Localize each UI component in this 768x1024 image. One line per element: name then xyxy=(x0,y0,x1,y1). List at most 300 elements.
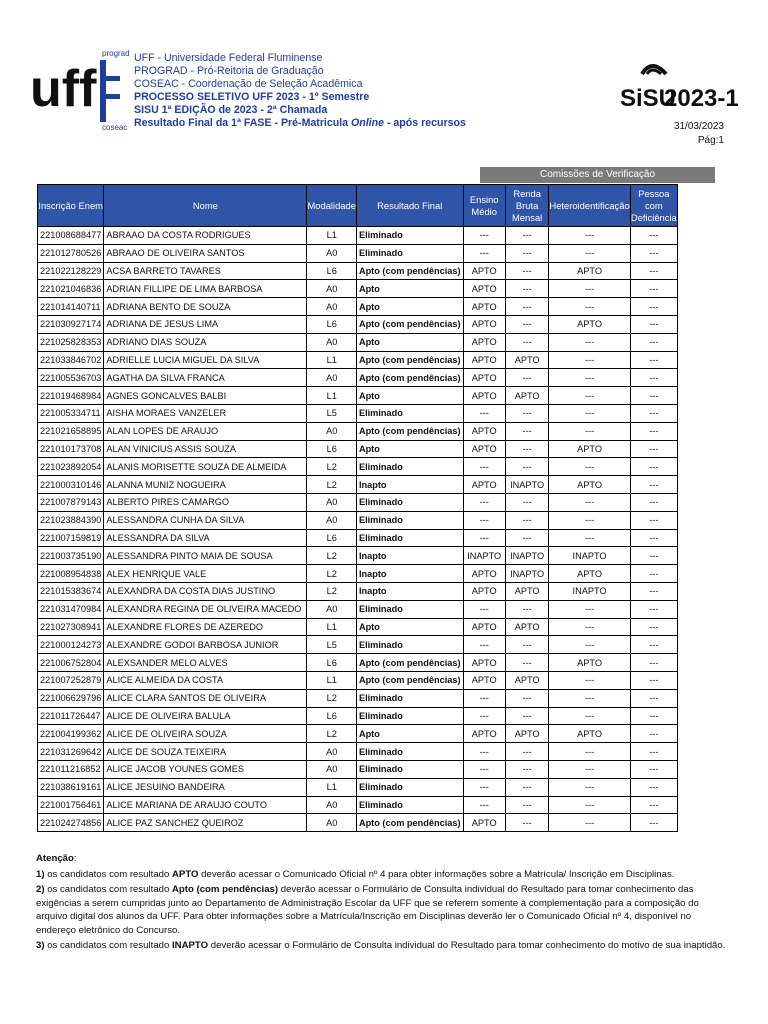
col-heteroidentificacao: Heteroidentificação xyxy=(549,185,630,227)
cell-inscricao: 221001756461 xyxy=(38,796,104,814)
cell-pcd: --- xyxy=(630,458,677,476)
cell-pcd: --- xyxy=(630,351,677,369)
cell-resultado: Inapto xyxy=(356,565,463,583)
table-row xyxy=(38,511,678,529)
note-3: 3) os candidatos com resultado INAPTO deverão acessar o Formulário de Consulta individual do Resultado para tomar conhecimento do motivo de sua inaptidão. xyxy=(36,940,726,951)
cell-heteroidentificacao: --- xyxy=(549,814,630,832)
sisu-logo xyxy=(620,52,739,118)
cell-resultado: Apto xyxy=(356,725,463,743)
cell-resultado: Apto (com pendências) xyxy=(356,262,463,280)
table-row xyxy=(38,280,678,298)
header-line-university: UFF - Universidade Federal Fluminense xyxy=(134,52,323,64)
cell-resultado: Apto (com pendências) xyxy=(356,671,463,689)
page-number: Pág:1 xyxy=(697,135,724,146)
col-inscricao: Inscrição Enem xyxy=(38,185,104,227)
cell-renda: --- xyxy=(505,315,549,333)
cell-heteroidentificacao: INAPTO xyxy=(549,582,630,600)
cell-resultado: Eliminado xyxy=(356,743,463,761)
cell-nome: ALICE DE OLIVEIRA BALULA xyxy=(104,707,307,725)
cell-resultado: Eliminado xyxy=(356,493,463,511)
cell-pcd: --- xyxy=(630,796,677,814)
cell-pcd: --- xyxy=(630,689,677,707)
cell-modalidade: A0 xyxy=(307,493,356,511)
cell-modalidade: A0 xyxy=(307,422,356,440)
cell-pcd: --- xyxy=(630,369,677,387)
cell-ensino-medio: APTO xyxy=(463,654,505,672)
cell-renda: --- xyxy=(505,689,549,707)
cell-resultado: Eliminado xyxy=(356,227,463,245)
col-ensino-medio: Ensino Médio xyxy=(463,185,505,227)
cell-renda: APTO xyxy=(505,671,549,689)
cell-nome: AGATHA DA SILVA FRANCA xyxy=(104,369,307,387)
cell-modalidade: L2 xyxy=(307,547,356,565)
cell-pcd: --- xyxy=(630,618,677,636)
cell-heteroidentificacao: --- xyxy=(549,707,630,725)
cell-renda: --- xyxy=(505,814,549,832)
cell-heteroidentificacao: --- xyxy=(549,298,630,316)
cell-nome: ALICE MARIANA DE ARAUJO COUTO xyxy=(104,796,307,814)
cell-ensino-medio: --- xyxy=(463,227,505,245)
cell-inscricao: 221008688477 xyxy=(38,227,104,245)
cell-modalidade: A0 xyxy=(307,743,356,761)
cell-renda: APTO xyxy=(505,351,549,369)
cell-renda: --- xyxy=(505,743,549,761)
cell-nome: ALEXANDRA DA COSTA DIAS JUSTINO xyxy=(104,582,307,600)
cell-pcd: --- xyxy=(630,387,677,405)
cell-pcd: --- xyxy=(630,333,677,351)
cell-heteroidentificacao: --- xyxy=(549,529,630,547)
cell-inscricao: 221000124273 xyxy=(38,636,104,654)
cell-nome: ALESSANDRA DA SILVA xyxy=(104,529,307,547)
cell-resultado: Eliminado xyxy=(356,636,463,654)
cell-nome: ACSA BARRETO TAVARES xyxy=(104,262,307,280)
cell-renda: --- xyxy=(505,404,549,422)
table-row xyxy=(38,422,678,440)
cell-resultado: Eliminado xyxy=(356,244,463,262)
cell-modalidade: L6 xyxy=(307,315,356,333)
cell-modalidade: L2 xyxy=(307,582,356,600)
cell-nome: ADRIELLE LUCIA MIGUEL DA SILVA xyxy=(104,351,307,369)
cell-inscricao: 221015383674 xyxy=(38,582,104,600)
table-row xyxy=(38,778,678,796)
cell-resultado: Eliminado xyxy=(356,600,463,618)
report-date: 31/03/2023 xyxy=(673,121,724,132)
table-row xyxy=(38,760,678,778)
col-modalidade: Modalidade xyxy=(307,185,356,227)
table-row xyxy=(38,315,678,333)
cell-modalidade: L1 xyxy=(307,227,356,245)
cell-renda: --- xyxy=(505,654,549,672)
table-body xyxy=(38,227,678,832)
cell-renda: --- xyxy=(505,333,549,351)
cell-renda: APTO xyxy=(505,582,549,600)
cell-inscricao: 221030927174 xyxy=(38,315,104,333)
cell-inscricao: 221031269642 xyxy=(38,743,104,761)
table-row xyxy=(38,476,678,494)
cell-nome: ALICE PAZ SANCHEZ QUEIROZ xyxy=(104,814,307,832)
cell-ensino-medio: --- xyxy=(463,600,505,618)
cell-pcd: --- xyxy=(630,315,677,333)
cell-heteroidentificacao: --- xyxy=(549,227,630,245)
cell-heteroidentificacao: APTO xyxy=(549,565,630,583)
cell-renda: --- xyxy=(505,778,549,796)
cell-nome: ALICE DE SOUZA TEIXEIRA xyxy=(104,743,307,761)
cell-inscricao: 221008954838 xyxy=(38,565,104,583)
cell-heteroidentificacao: --- xyxy=(549,636,630,654)
cell-heteroidentificacao: --- xyxy=(549,671,630,689)
cell-pcd: --- xyxy=(630,298,677,316)
cell-heteroidentificacao: INAPTO xyxy=(549,547,630,565)
cell-inscricao: 221006752804 xyxy=(38,654,104,672)
cell-modalidade: L1 xyxy=(307,618,356,636)
cell-heteroidentificacao: --- xyxy=(549,760,630,778)
cell-heteroidentificacao: --- xyxy=(549,458,630,476)
cell-pcd: --- xyxy=(630,511,677,529)
cell-nome: ALEX HENRIQUE VALE xyxy=(104,565,307,583)
cell-heteroidentificacao: --- xyxy=(549,244,630,262)
table-row xyxy=(38,369,678,387)
cell-ensino-medio: APTO xyxy=(463,333,505,351)
results-table xyxy=(37,184,678,832)
cell-heteroidentificacao: APTO xyxy=(549,262,630,280)
cell-pcd: --- xyxy=(630,422,677,440)
cell-resultado: Eliminado xyxy=(356,458,463,476)
cell-pcd: --- xyxy=(630,529,677,547)
cell-pcd: --- xyxy=(630,227,677,245)
cell-pcd: --- xyxy=(630,262,677,280)
table-row xyxy=(38,404,678,422)
cell-nome: ABRAAO DE OLIVEIRA SANTOS xyxy=(104,244,307,262)
sisu-year-text: 2023-1 xyxy=(664,85,739,112)
cell-renda: --- xyxy=(505,440,549,458)
cell-resultado: Eliminado xyxy=(356,796,463,814)
cell-pcd: --- xyxy=(630,760,677,778)
table-row xyxy=(38,725,678,743)
cell-renda: INAPTO xyxy=(505,565,549,583)
cell-heteroidentificacao: --- xyxy=(549,618,630,636)
cell-ensino-medio: APTO xyxy=(463,315,505,333)
cell-renda: --- xyxy=(505,280,549,298)
cell-inscricao: 221021658895 xyxy=(38,422,104,440)
cell-nome: ADRIANO DIAS SOUZA xyxy=(104,333,307,351)
cell-ensino-medio: APTO xyxy=(463,262,505,280)
header-line-result: Resultado Final da 1ª FASE - Pré-Matricula Online - após recursos xyxy=(134,117,466,129)
table-row xyxy=(38,298,678,316)
cell-inscricao: 221005334711 xyxy=(38,404,104,422)
cell-inscricao: 221011726447 xyxy=(38,707,104,725)
cell-resultado: Eliminado xyxy=(356,707,463,725)
cell-pcd: --- xyxy=(630,814,677,832)
cell-pcd: --- xyxy=(630,244,677,262)
cell-ensino-medio: INAPTO xyxy=(463,547,505,565)
header-line-sisu: SISU 1ª EDIÇÃO de 2023 - 2ª Chamada xyxy=(134,104,328,116)
cell-pcd: --- xyxy=(630,725,677,743)
table-row xyxy=(38,618,678,636)
cell-ensino-medio: --- xyxy=(463,778,505,796)
cell-inscricao: 221000310146 xyxy=(38,476,104,494)
cell-renda: --- xyxy=(505,422,549,440)
cell-modalidade: A0 xyxy=(307,511,356,529)
cell-modalidade: A0 xyxy=(307,760,356,778)
cell-ensino-medio: APTO xyxy=(463,582,505,600)
cell-resultado: Apto xyxy=(356,298,463,316)
cell-modalidade: L6 xyxy=(307,529,356,547)
cell-ensino-medio: --- xyxy=(463,244,505,262)
cell-inscricao: 221006629796 xyxy=(38,689,104,707)
cell-nome: ADRIANA DE JESUS LIMA xyxy=(104,315,307,333)
cell-inscricao: 221023884390 xyxy=(38,511,104,529)
table-row xyxy=(38,333,678,351)
cell-renda: --- xyxy=(505,369,549,387)
attention-notes xyxy=(36,852,732,955)
cell-modalidade: L1 xyxy=(307,387,356,405)
cell-resultado: Apto (com pendências) xyxy=(356,315,463,333)
cell-nome: ALEXANDRA REGINA DE OLIVEIRA MACEDO xyxy=(104,600,307,618)
cell-nome: ALESSANDRA CUNHA DA SILVA xyxy=(104,511,307,529)
cell-pcd: --- xyxy=(630,547,677,565)
cell-nome: ALEXANDRE FLORES DE AZEREDO xyxy=(104,618,307,636)
cell-modalidade: L6 xyxy=(307,262,356,280)
cell-pcd: --- xyxy=(630,600,677,618)
sisu-logo-text: SiSU xyxy=(620,85,677,112)
table-row xyxy=(38,440,678,458)
cell-renda: APTO xyxy=(505,387,549,405)
cell-heteroidentificacao: APTO xyxy=(549,440,630,458)
cell-ensino-medio: APTO xyxy=(463,814,505,832)
header-line-coseac: COSEAC - Coordenação de Seleção Acadêmica xyxy=(134,78,363,90)
cell-heteroidentificacao: --- xyxy=(549,351,630,369)
cell-inscricao: 221033846702 xyxy=(38,351,104,369)
table-row xyxy=(38,262,678,280)
cell-renda: --- xyxy=(505,244,549,262)
cell-ensino-medio: APTO xyxy=(463,369,505,387)
cell-ensino-medio: APTO xyxy=(463,387,505,405)
cell-resultado: Apto (com pendências) xyxy=(356,814,463,832)
cell-nome: ALANNA MUNIZ NOGUEIRA xyxy=(104,476,307,494)
cell-ensino-medio: APTO xyxy=(463,298,505,316)
cell-pcd: --- xyxy=(630,707,677,725)
cell-inscricao: 221025828353 xyxy=(38,333,104,351)
cell-resultado: Apto (com pendências) xyxy=(356,654,463,672)
cell-renda: INAPTO xyxy=(505,476,549,494)
col-pcd: Pessoa com Deficiência xyxy=(630,185,677,227)
cell-resultado: Apto xyxy=(356,387,463,405)
cell-inscricao: 221010173708 xyxy=(38,440,104,458)
cell-pcd: --- xyxy=(630,565,677,583)
col-resultado: Resultado Final xyxy=(356,185,463,227)
cell-nome: ALICE CLARA SANTOS DE OLIVEIRA xyxy=(104,689,307,707)
table-row xyxy=(38,227,678,245)
cell-renda: --- xyxy=(505,707,549,725)
cell-heteroidentificacao: APTO xyxy=(549,476,630,494)
cell-inscricao: 221027308941 xyxy=(38,618,104,636)
cell-renda: --- xyxy=(505,529,549,547)
cell-renda: --- xyxy=(505,636,549,654)
cell-inscricao: 221022128229 xyxy=(38,262,104,280)
cell-ensino-medio: APTO xyxy=(463,351,505,369)
cell-pcd: --- xyxy=(630,582,677,600)
cell-renda: APTO xyxy=(505,618,549,636)
cell-inscricao: 221031470984 xyxy=(38,600,104,618)
cell-ensino-medio: APTO xyxy=(463,725,505,743)
cell-resultado: Inapto xyxy=(356,582,463,600)
cell-ensino-medio: --- xyxy=(463,636,505,654)
cell-resultado: Inapto xyxy=(356,476,463,494)
cell-pcd: --- xyxy=(630,654,677,672)
coseac-logo-text: coseac xyxy=(102,123,128,132)
cell-inscricao: 221023892054 xyxy=(38,458,104,476)
cell-modalidade: L1 xyxy=(307,351,356,369)
cell-inscricao: 221012780526 xyxy=(38,244,104,262)
cell-modalidade: A0 xyxy=(307,796,356,814)
cell-ensino-medio: --- xyxy=(463,511,505,529)
cell-modalidade: L6 xyxy=(307,440,356,458)
cell-heteroidentificacao: --- xyxy=(549,743,630,761)
cell-modalidade: L2 xyxy=(307,725,356,743)
cell-ensino-medio: APTO xyxy=(463,671,505,689)
cell-renda: --- xyxy=(505,600,549,618)
cell-inscricao: 221003735190 xyxy=(38,547,104,565)
cell-modalidade: L6 xyxy=(307,707,356,725)
cell-ensino-medio: --- xyxy=(463,689,505,707)
cell-resultado: Apto xyxy=(356,618,463,636)
notes-title: Atenção: xyxy=(36,853,77,864)
table-row xyxy=(38,529,678,547)
cell-pcd: --- xyxy=(630,743,677,761)
cell-resultado: Eliminado xyxy=(356,529,463,547)
cell-nome: ALANIS MORISETTE SOUZA DE ALMEIDA xyxy=(104,458,307,476)
cell-nome: ALICE ALMEIDA DA COSTA xyxy=(104,671,307,689)
header-line-process: PROCESSO SELETIVO UFF 2023 - 1º Semestre xyxy=(134,91,370,103)
cell-nome: ADRIAN FILLIPE DE LIMA BARBOSA xyxy=(104,280,307,298)
table-row xyxy=(38,636,678,654)
cell-modalidade: A0 xyxy=(307,298,356,316)
cell-resultado: Apto xyxy=(356,440,463,458)
cell-inscricao: 221024274856 xyxy=(38,814,104,832)
table-row xyxy=(38,458,678,476)
cell-modalidade: L2 xyxy=(307,476,356,494)
table-row xyxy=(38,600,678,618)
cell-resultado: Eliminado xyxy=(356,404,463,422)
cell-renda: --- xyxy=(505,511,549,529)
table-row xyxy=(38,582,678,600)
cell-nome: ALBERTO PIRES CAMARGO xyxy=(104,493,307,511)
cell-resultado: Apto xyxy=(356,333,463,351)
cell-inscricao: 221004199362 xyxy=(38,725,104,743)
cell-heteroidentificacao: APTO xyxy=(549,315,630,333)
cell-heteroidentificacao: --- xyxy=(549,493,630,511)
cell-heteroidentificacao: --- xyxy=(549,778,630,796)
cell-inscricao: 221014140711 xyxy=(38,298,104,316)
cell-ensino-medio: --- xyxy=(463,404,505,422)
cell-heteroidentificacao: --- xyxy=(549,333,630,351)
cell-modalidade: L1 xyxy=(307,778,356,796)
cell-modalidade: A0 xyxy=(307,333,356,351)
cell-heteroidentificacao: --- xyxy=(549,511,630,529)
note-1: 1) os candidatos com resultado APTO deverão acessar o Comunicado Oficial nº 4 para obter informações sobre a Matrícula/ Inscrição em Disciplinas. xyxy=(36,868,675,880)
cell-nome: ALEXSANDER MELO ALVES xyxy=(104,654,307,672)
cell-renda: --- xyxy=(505,796,549,814)
comissoes-group-header: Comissões de Verificação xyxy=(480,167,715,183)
cell-pcd: --- xyxy=(630,778,677,796)
cell-resultado: Inapto xyxy=(356,547,463,565)
cell-modalidade: L2 xyxy=(307,565,356,583)
cell-resultado: Eliminado xyxy=(356,511,463,529)
cell-inscricao: 221005536703 xyxy=(38,369,104,387)
cell-ensino-medio: APTO xyxy=(463,280,505,298)
cell-heteroidentificacao: APTO xyxy=(549,654,630,672)
cell-modalidade: L5 xyxy=(307,636,356,654)
cell-renda: INAPTO xyxy=(505,547,549,565)
cell-nome: ALAN VINICIUS ASSIS SOUZA xyxy=(104,440,307,458)
cell-nome: ALICE DE OLIVEIRA SOUZA xyxy=(104,725,307,743)
col-nome: Nome xyxy=(104,185,307,227)
cell-pcd: --- xyxy=(630,493,677,511)
cell-inscricao: 221007879143 xyxy=(38,493,104,511)
cell-ensino-medio: --- xyxy=(463,529,505,547)
table-row xyxy=(38,689,678,707)
cell-modalidade: A0 xyxy=(307,280,356,298)
cell-pcd: --- xyxy=(630,280,677,298)
table-header-row xyxy=(38,185,678,227)
cell-modalidade: L2 xyxy=(307,458,356,476)
date-block xyxy=(674,120,724,148)
cell-ensino-medio: --- xyxy=(463,760,505,778)
cell-resultado: Apto (com pendências) xyxy=(356,369,463,387)
cell-ensino-medio: --- xyxy=(463,743,505,761)
cell-pcd: --- xyxy=(630,404,677,422)
cell-modalidade: A0 xyxy=(307,369,356,387)
cell-renda: --- xyxy=(505,298,549,316)
cell-nome: ALESSANDRA PINTO MAIA DE SOUSA xyxy=(104,547,307,565)
cell-heteroidentificacao: --- xyxy=(549,369,630,387)
cell-modalidade: L6 xyxy=(307,654,356,672)
cell-nome: ALEXANDRE GODOI BARBOSA JUNIOR xyxy=(104,636,307,654)
cell-ensino-medio: APTO xyxy=(463,565,505,583)
cell-ensino-medio: --- xyxy=(463,493,505,511)
table-row xyxy=(38,743,678,761)
cell-pcd: --- xyxy=(630,476,677,494)
cell-renda: --- xyxy=(505,262,549,280)
table-row xyxy=(38,814,678,832)
cell-ensino-medio: APTO xyxy=(463,476,505,494)
cell-inscricao: 221038619161 xyxy=(38,778,104,796)
cell-heteroidentificacao: --- xyxy=(549,422,630,440)
cell-inscricao: 221007252879 xyxy=(38,671,104,689)
cell-modalidade: A0 xyxy=(307,814,356,832)
cell-modalidade: A0 xyxy=(307,244,356,262)
cell-ensino-medio: APTO xyxy=(463,440,505,458)
cell-resultado: Apto xyxy=(356,280,463,298)
cell-pcd: --- xyxy=(630,636,677,654)
cell-nome: ALICE JESUINO BANDEIRA xyxy=(104,778,307,796)
page-header xyxy=(0,0,768,160)
cell-heteroidentificacao: --- xyxy=(549,404,630,422)
cell-inscricao: 221019468984 xyxy=(38,387,104,405)
cell-nome: ALICE JACOB YOUNES GOMES xyxy=(104,760,307,778)
table-row xyxy=(38,244,678,262)
cell-nome: ALAN LOPES DE ARAUJO xyxy=(104,422,307,440)
cell-pcd: --- xyxy=(630,671,677,689)
cell-heteroidentificacao: --- xyxy=(549,689,630,707)
col-renda: Renda Bruta Mensal xyxy=(505,185,549,227)
cell-modalidade: A0 xyxy=(307,600,356,618)
cell-ensino-medio: APTO xyxy=(463,422,505,440)
cell-heteroidentificacao: --- xyxy=(549,280,630,298)
cell-resultado: Eliminado xyxy=(356,778,463,796)
cell-nome: AGNES GONCALVES BALBI xyxy=(104,387,307,405)
cell-heteroidentificacao: --- xyxy=(549,600,630,618)
